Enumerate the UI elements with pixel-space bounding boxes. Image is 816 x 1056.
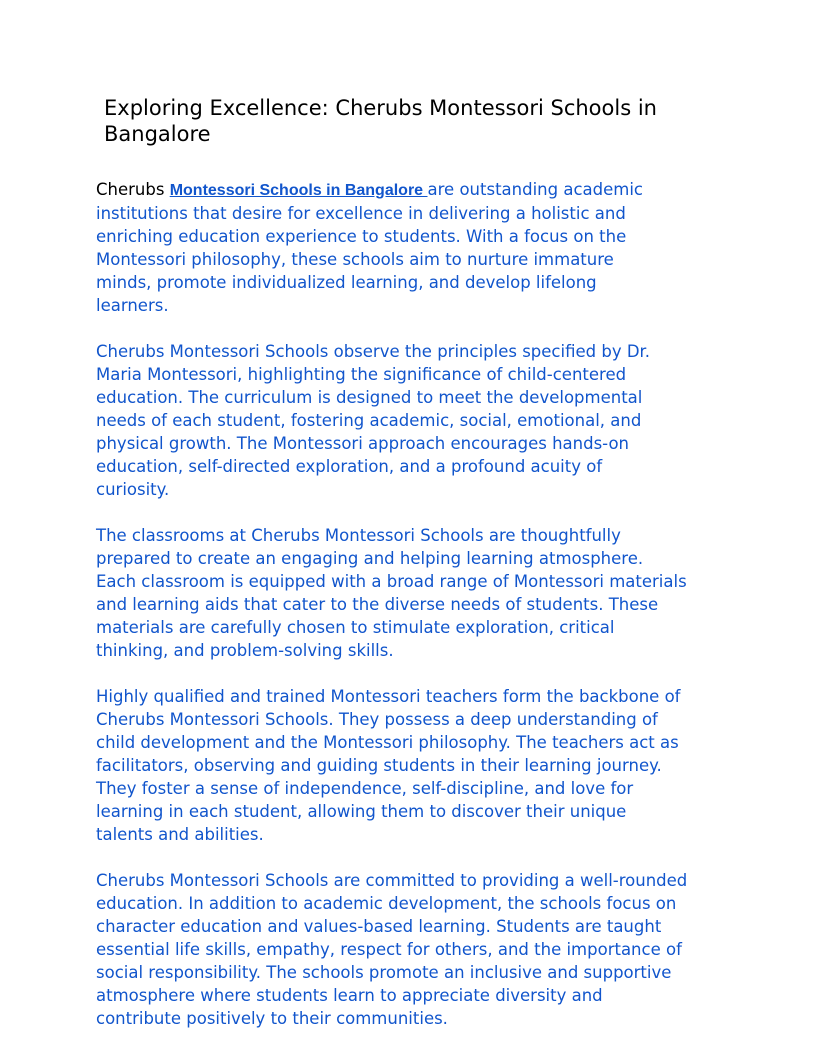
paragraph-line: Cherubs Montessori Schools are committed to providing a well-rounded bbox=[96, 871, 688, 890]
intro-line: minds, promote individualized learning, and develop lifelong bbox=[96, 273, 597, 292]
paragraph-line: atmosphere where students learn to appreciate diversity and bbox=[96, 986, 603, 1005]
paragraph-line: Cherubs Montessori Schools observe the principles specified by Dr. bbox=[96, 342, 651, 361]
document-title bbox=[104, 95, 704, 147]
paragraph-line: education. The curriculum is designed to meet the developmental bbox=[96, 388, 643, 407]
paragraph-line: child development and the Montessori philosophy. The teachers act as bbox=[96, 733, 679, 752]
paragraph-line: materials are carefully chosen to stimulate exploration, critical bbox=[96, 618, 615, 637]
intro-line: enriching education experience to students. With a focus on the bbox=[96, 227, 627, 246]
title-line: Bangalore bbox=[104, 122, 211, 146]
intro-paragraph bbox=[96, 178, 736, 317]
paragraph-line: learning in each student, allowing them to discover their unique bbox=[96, 802, 627, 821]
paragraph-line: education. In addition to academic development, the schools focus on bbox=[96, 894, 677, 913]
paragraph-line: social responsibility. The schools promote an inclusive and supportive bbox=[96, 963, 672, 982]
paragraph-line: Maria Montessori, highlighting the significance of child-centered bbox=[96, 365, 627, 384]
paragraph-line: essential life skills, empathy, respect for others, and the importance of bbox=[96, 940, 682, 959]
paragraph-principles bbox=[96, 340, 736, 501]
paragraph-line: They foster a sense of independence, self-discipline, and love for bbox=[96, 779, 634, 798]
paragraph-line: talents and abilities. bbox=[96, 825, 264, 844]
paragraph-line: prepared to create an engaging and helping learning atmosphere. bbox=[96, 549, 644, 568]
intro-line: learners. bbox=[96, 296, 169, 315]
paragraph-line: curiosity. bbox=[96, 480, 170, 499]
paragraph-line: physical growth. The Montessori approach encourages hands-on bbox=[96, 434, 629, 453]
intro-line: Montessori philosophy, these schools aim to nurture immature bbox=[96, 250, 614, 269]
paragraph-line: facilitators, observing and guiding students in their learning journey. bbox=[96, 756, 662, 775]
paragraph-line: contribute positively to their communities. bbox=[96, 1009, 448, 1028]
paragraph-line: Highly qualified and trained Montessori teachers form the backbone of bbox=[96, 687, 681, 706]
paragraph-line: needs of each student, fostering academic, social, emotional, and bbox=[96, 411, 642, 430]
paragraph-line: thinking, and problem-solving skills. bbox=[96, 641, 394, 660]
title-line: Exploring Excellence: Cherubs Montessori Schools in bbox=[104, 96, 657, 120]
paragraph-line: education, self-directed exploration, and a profound acuity of bbox=[96, 457, 603, 476]
paragraph-line: Each classroom is equipped with a broad range of Montessori materials bbox=[96, 572, 687, 591]
paragraph-teachers bbox=[96, 685, 736, 846]
montessori-schools-link[interactable]: Montessori Schools in Bangalore bbox=[169, 182, 428, 199]
paragraph-classrooms bbox=[96, 524, 736, 662]
intro-line: institutions that desire for excellence in delivering a holistic and bbox=[96, 204, 626, 223]
paragraph-line: and learning aids that cater to the diverse needs of students. These bbox=[96, 595, 659, 614]
paragraph-line: Cherubs Montessori Schools. They possess a deep understanding of bbox=[96, 710, 658, 729]
intro-line-1-rest: are outstanding academic bbox=[427, 180, 643, 199]
intro-lead-text: Cherubs bbox=[96, 180, 170, 199]
paragraph-line: character education and values-based learning. Students are taught bbox=[96, 917, 662, 936]
paragraph-line: The classrooms at Cherubs Montessori Schools are thoughtfully bbox=[96, 526, 621, 545]
intro-line-1 bbox=[96, 178, 736, 202]
paragraph-commitment bbox=[96, 869, 736, 1030]
